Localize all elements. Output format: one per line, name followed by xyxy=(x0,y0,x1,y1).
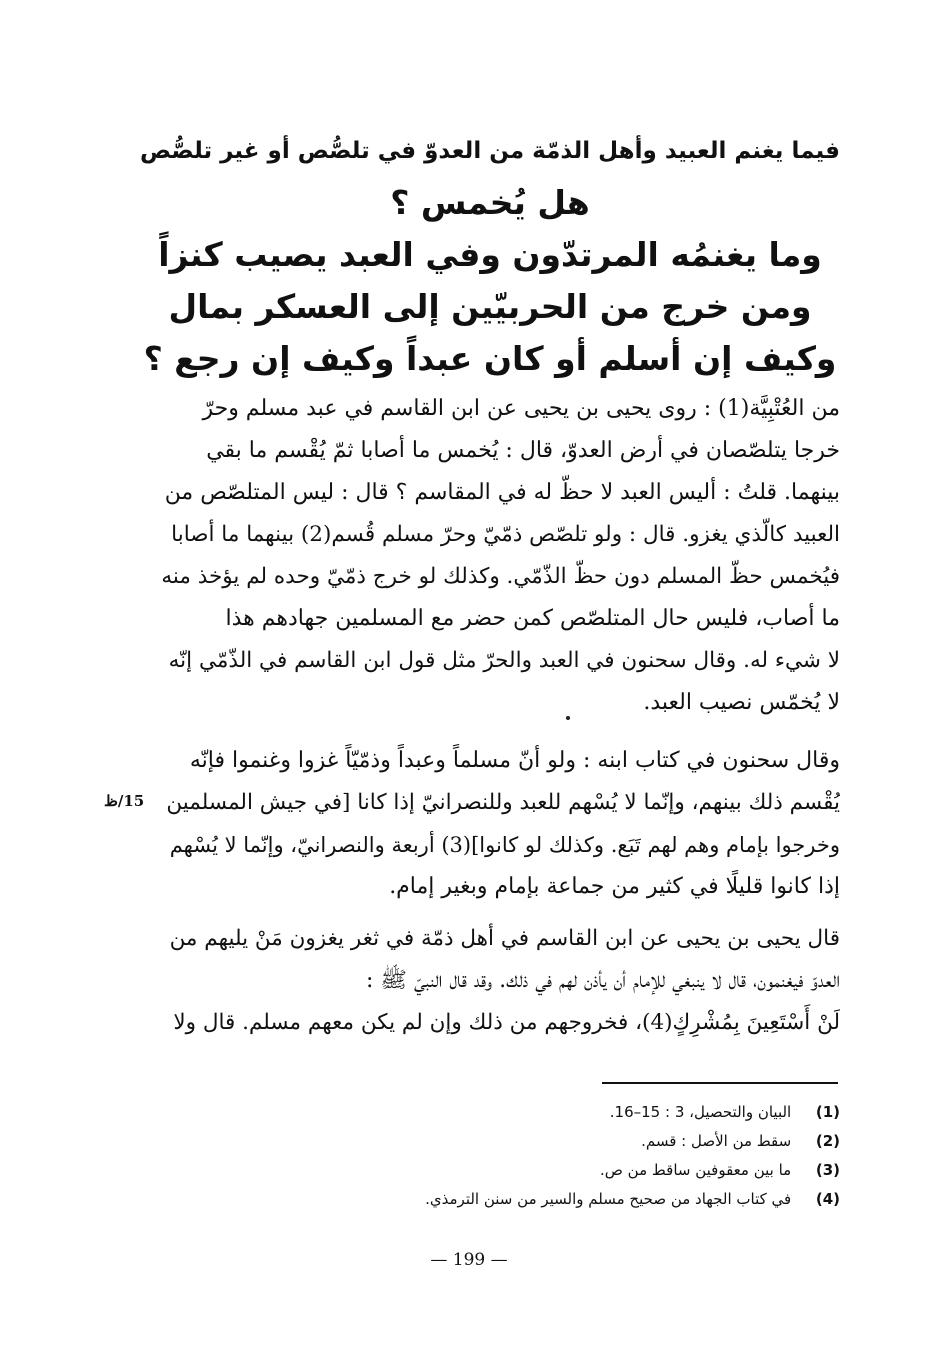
text-line: لَنْ أَسْتَعِينَ بِمُشْرِكٍ(4)، فخروجهم من ذلك وإن لم يكن معهم مسلم. قال ولا xyxy=(173,1010,840,1035)
paragraph-2 xyxy=(160,740,840,908)
text-line: ما أصاب، فليس حال المتلصّص كمن حضر مع المسلمين جهادهم هذا xyxy=(225,606,840,631)
page-number: — 199 — xyxy=(430,1250,508,1270)
footnote-text: في كتاب الجهاد من صحيح مسلم والسير من سنن الترمذي. xyxy=(425,1190,792,1208)
footnote xyxy=(320,1156,840,1185)
footnote-number: (4) xyxy=(815,1190,840,1208)
paragraph-1 xyxy=(160,388,840,724)
text-line: وخرجوا بإمام وهم لهم تَبَع. وكذلك لو كانوا](3) أربعة والنصرانيّ، وإنّما لا يُسْهم xyxy=(169,833,840,857)
footnote xyxy=(320,1127,840,1156)
footnote-number: (2) xyxy=(815,1132,840,1150)
text-line: العبيد كالّذي يغزو. قال : ولو تلصّص ذمّيّ وحرّ مسلم قُسم(2) بينهما ما أصابا xyxy=(171,522,840,547)
paragraph-3 xyxy=(160,918,840,1044)
footnote-number: (1) xyxy=(815,1103,840,1121)
footnote-number: (3) xyxy=(815,1161,840,1179)
title-line: وما يغنمُه المرتدّون وفي العبد يصيب كنزاً xyxy=(158,235,822,274)
footnote-text: سقط من الأصل : قسم. xyxy=(641,1132,792,1150)
title-line: ومن خرج من الحربيّين إلى العسكر بمال xyxy=(168,287,812,326)
text-line: إذا كانوا قليلًا في كثير من جماعة بإمام وبغير إمام. xyxy=(389,874,840,899)
text-line: من العُتْبِيَّة(1) : روى يحيى بن يحيى عن ابن القاسم في عبد مسلم وحرّ xyxy=(202,396,840,421)
text-line: بينهما. قلتُ : أليس العبد لا حظّ له في المقاسم ؟ قال : ليس المتلصّص من xyxy=(164,480,840,505)
text-line: فيُخمس حظّ المسلم دون حظّ الذّمّي. وكذلك لو خرج ذمّيّ وحده لم يؤخذ منه xyxy=(161,564,840,589)
footnote-text: البيان والتحصيل، 3 : 15–16. xyxy=(609,1103,792,1121)
text-line: العدوّ فيغنمون، قال لا ينبغي للإمام أن يأذن لهم في ذلك. وقد قال النبيّ ﷺ : xyxy=(366,968,840,993)
footnotes xyxy=(320,1098,840,1214)
text-line: وقال سحنون في كتاب ابنه : ولو أنّ مسلماً وعبداً وذمّيّاً غزوا وغنموا فإنّه xyxy=(189,748,840,773)
footnote xyxy=(320,1098,840,1127)
text-line: قال يحيى بن يحيى عن ابن القاسم في أهل ذمّة في ثغر يغزون مَنْ يليهم من xyxy=(169,926,840,951)
stray-mark xyxy=(566,716,570,720)
text-line: يُقْسم ذلك بينهم، وإنّما لا يُسْهم للعبد وللنصرانيّ إذا كانا [في جيش المسلمين xyxy=(166,790,840,815)
manuscript-folio-note: 15/ظ xyxy=(104,792,145,810)
chapter-title xyxy=(140,125,840,385)
footnote xyxy=(320,1185,840,1214)
title-line: وكيف إن أسلم أو كان عبداً وكيف إن رجع ؟ xyxy=(143,339,837,378)
title-line: فيما يغنم العبيد وأهل الذمّة من العدوّ في تلصُّص أو غير تلصُّص xyxy=(140,138,840,164)
footnote-divider xyxy=(602,1082,838,1084)
footnote-text: ما بين معقوفين ساقط من ص. xyxy=(600,1161,792,1179)
title-line: هل يُخمس ؟ xyxy=(390,183,590,222)
text-line: خرجا يتلصّصان في أرض العدوّ، قال : يُخمس ما أصابا ثمّ يُقْسم ما بقي xyxy=(206,438,840,463)
text-line: لا شيء له. وقال سحنون في العبد والحرّ مثل قول ابن القاسم في الذّمّي إنّه xyxy=(168,648,840,673)
text-line: لا يُخمّس نصيب العبد. xyxy=(643,690,840,715)
